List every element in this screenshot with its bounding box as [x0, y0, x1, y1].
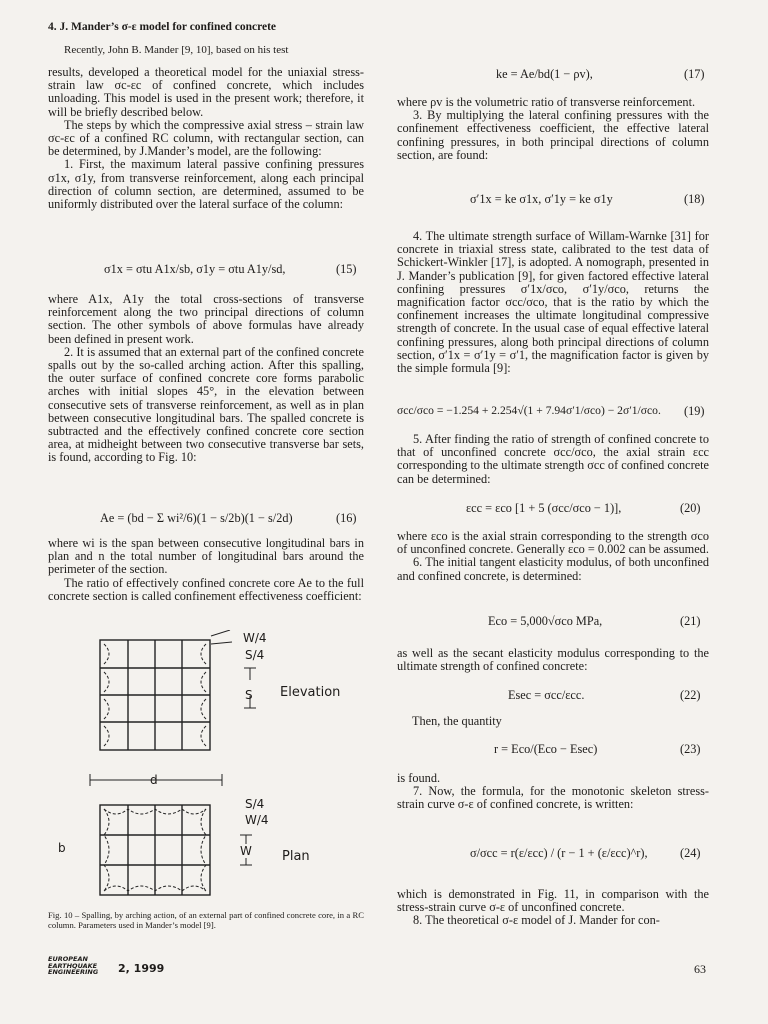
right-paragraph-1: where ρv is the volumetric ratio of transverse reinforcement. [397, 95, 696, 109]
right-paragraph-3: 4. The ultimate strength surface of Willam-Warnke [31] for concrete in triaxial stress state, calibrated to the test data of Schickert-Winkler [17], is adopted. A nomograph, presented in J. Mander’s publication [9], for given factored effective lateral confining pressures σ′1x/σco, σ′1y/σco, returns the magnification factor σcc/σco, that is the ratio by which the confinement increases the ultimate longitudinal compressive strength of concrete. In the usual case of equal effective lateral confining pressures, along both principal directions of column section, σ′1x = σ′1y = σ′1, the magnification factor is given by the simple formula [9]: [397, 229, 709, 376]
journal-logo-line-1: EUROPEAN [48, 955, 88, 963]
equation-15: σ1x = σtu A1x/sb, σ1y = σtu A1y/sd, [104, 262, 286, 276]
label-w: W [240, 844, 252, 858]
equation-17-number: (17) [684, 67, 705, 81]
left-paragraph-2: The steps by which the compressive axial stress – strain law σc-εc of a confined RC column, with rectangular section, can be determined, by J.Mander’s model, are the following: [48, 117, 364, 159]
equation-20: εcc = εco [1 + 5 (σcc/σco − 1)], [466, 501, 622, 515]
right-paragraph-4: 5. After finding the ratio of strength of confined concrete to that of unconfined concrete σcc/σco, the axial strain εcc corresponding to the ultimate strength σcc of confined concrete can be determined: [397, 432, 709, 486]
intro-line: Recently, John B. Mander [9, 10], based on his test [64, 44, 289, 56]
label-s: S [245, 688, 253, 702]
equation-23: r = Eco/(Eco − Esec) [494, 742, 598, 756]
left-paragraph-7: The ratio of effectively confined concrete core Ae to the full concrete section is called confinement effectiveness coefficient: [48, 575, 364, 603]
figure-10-drawing [80, 630, 280, 905]
equation-22: Esec = σcc/εcc. [508, 688, 585, 702]
equation-15-number: (15) [336, 262, 357, 276]
equation-22-number: (22) [680, 688, 701, 702]
issue-number: 2, 1999 [118, 962, 165, 975]
right-column-block-1 [397, 96, 709, 162]
left-paragraph-1: results, developed a theoretical model for the uniaxial stress-strain law σc-εc of confined concrete, which includes unloading. This model is used in the present work; therefore, it will be briefly described below. [48, 65, 364, 119]
equation-17: ke = Ae/bd(1 − ρv), [496, 67, 593, 81]
label-s4-top: S/4 [245, 648, 265, 662]
right-paragraph-2: 3. By multiplying the lateral confining pressures with the confinement effectiveness coefficient, the effective lateral confining pressures, in both principal directions of column section, are found: [397, 108, 709, 162]
label-b: b [58, 841, 66, 855]
left-paragraph-6: where wi is the span between consecutive longitudinal bars in plan and n the total number of longitudinal bars around the perimeter of the section. [48, 536, 364, 577]
equation-24-number: (24) [680, 846, 701, 860]
label-d: d [150, 773, 158, 787]
equation-19: σcc/σco = −1.254 + 2.254√(1 + 7.94σ′1/σco) − 2σ′1/σco. [397, 404, 661, 417]
label-elevation: Elevation [280, 685, 341, 700]
left-paragraph-5: 2. It is assumed that an external part of the confined concrete spalls out by the so-called arching action. After this spalling, the outer surface of confined concrete core forms parabolic arches with initial slopes 45°, in the elevation between consecutive sets of transverse reinforcement, as well as in plan between consecutive longitudinal bars. The spalled concrete is subtracted and the effectively confined concrete core section area, at midheight between two consecutive transverse bar sets, is found, according to Fig. 10: [48, 344, 364, 465]
equation-18-number: (18) [684, 192, 705, 206]
journal-logo-line-2: EARTHQUAKE [48, 961, 98, 970]
label-w4-bottom: W/4 [245, 813, 269, 827]
right-column-block-4 [397, 530, 709, 583]
left-column-block-1 [48, 66, 364, 211]
left-column-block-3 [48, 537, 364, 603]
equation-21: Eco = 5,000√σco MPa, [488, 614, 603, 628]
plan-arch-right [201, 809, 206, 891]
right-column-block-5 [397, 647, 709, 673]
equation-16-number: (16) [336, 511, 357, 525]
figure-10-caption: Fig. 10 – Spalling, by arching action, of an external part of confined concrete core, in a RC column. Parameters used in Mander’s model [9]. [48, 910, 364, 930]
equation-19-number: (19) [684, 404, 705, 418]
right-column-block-2 [397, 230, 709, 375]
journal-logo [48, 956, 98, 976]
equation-21-number: (21) [680, 614, 701, 628]
right-paragraph-7: as well as the secant elasticity modulus corresponding to the ultimate strength of confined concrete: [397, 646, 709, 674]
left-paragraph-3: 1. First, the maximum lateral passive confining pressures σ1x, σ1y, from transverse reinforcement, along each principal direction of column section, are determined, assumed to be uniformly distributed over the lateral surface of the column: [48, 157, 364, 212]
journal-logo-line-3: ENGINEERING [48, 968, 99, 976]
equation-20-number: (20) [680, 501, 701, 515]
section-title: 4. J. Mander’s σ-ε model for confined concrete [48, 21, 277, 33]
equation-24: σ/σcc = r(ε/εcc) / (r − 1 + (ε/εcc)^r), [470, 846, 648, 860]
label-w4-top: W/4 [243, 631, 267, 645]
equation-18: σ′1x = ke σ1x, σ′1y = ke σ1y [470, 192, 613, 206]
right-paragraph-12: 8. The theoretical σ-ε model of J. Mander for con- [413, 913, 660, 928]
right-paragraph-11: which is demonstrated in Fig. 11, in comparison with the stress-strain curve σ-ε of unconfined concrete. [397, 887, 709, 915]
right-column-block-7 [397, 888, 709, 928]
right-paragraph-10: 7. Now, the formula, for the monotonic skeleton stress-strain curve σ-ε of confined concrete, is written: [397, 784, 709, 812]
page-number: 63 [694, 962, 706, 976]
plan-arch-left [104, 809, 109, 891]
label-plan: Plan [282, 849, 310, 864]
left-column-block-2 [48, 293, 364, 465]
label-s4-bottom: S/4 [245, 797, 265, 811]
right-paragraph-8: Then, the quantity [412, 714, 502, 728]
equation-16: Ae = (bd − Σ wi²/6)(1 − s/2b)(1 − s/2d) [100, 511, 293, 525]
right-paragraph-6: 6. The initial tangent elasticity modulus, of both unconfined and confined concrete, is determined: [397, 555, 709, 583]
right-paragraph-5: where εco is the axial strain corresponding to the strength σco of unconfined concrete. Generally εco = 0.002 can be assumed. [397, 529, 709, 557]
left-paragraph-4: where A1x, A1y the total cross-sections of transverse reinforcement along the two principal directions of column section. The other symbols of above formulas have already been defined in present work. [48, 292, 364, 346]
right-column-block-6 [397, 772, 709, 812]
right-column-block-3 [397, 433, 709, 486]
right-paragraph-9: is found. [397, 771, 441, 785]
equation-23-number: (23) [680, 742, 701, 756]
